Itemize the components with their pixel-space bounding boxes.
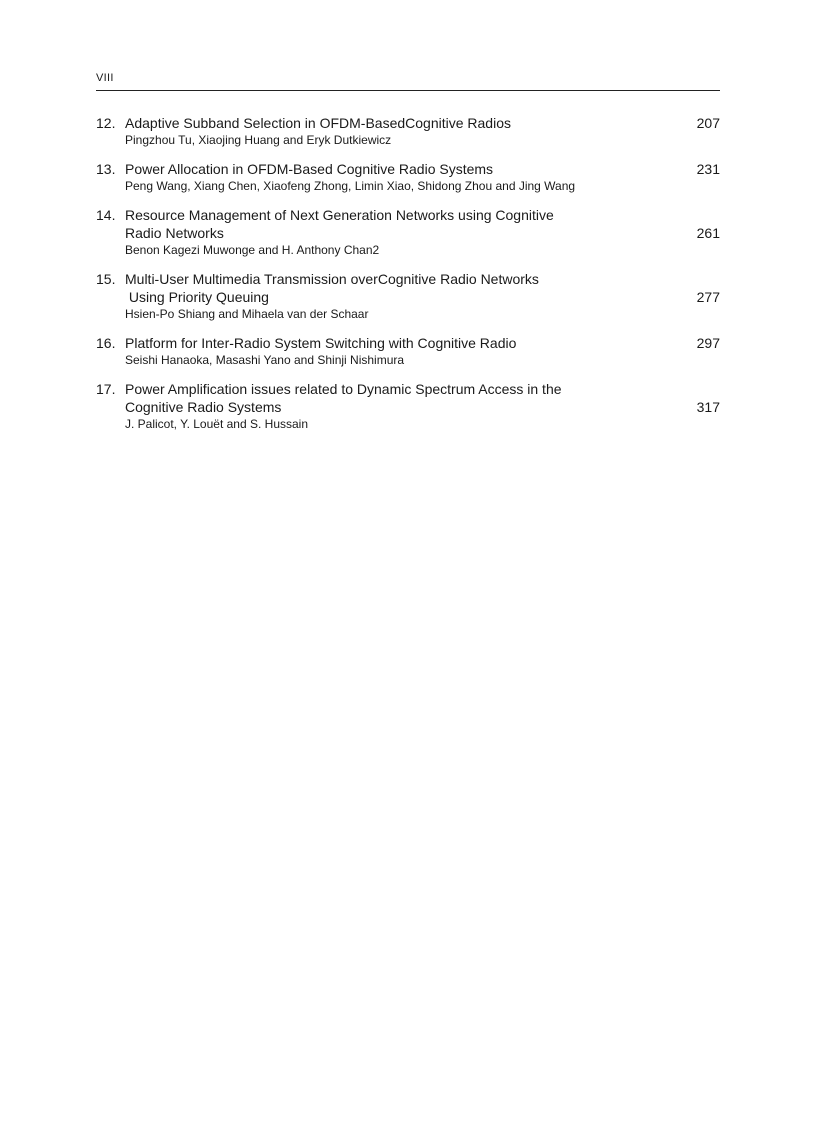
toc-entry-15[interactable] — [96, 270, 720, 323]
running-header — [96, 71, 720, 91]
chapter-page-number: 231 — [696, 161, 720, 177]
chapter-title-line-2: Cognitive Radio Systems — [125, 399, 282, 415]
chapter-title-line-1: Multi-User Multimedia Transmission overCognitive Radio Networks — [125, 271, 539, 287]
chapter-number: 14. — [96, 207, 116, 223]
chapter-number: 13. — [96, 161, 116, 177]
page-number: VIII — [96, 72, 114, 84]
chapter-page-number: 277 — [696, 289, 720, 305]
chapter-authors: Benon Kagezi Muwonge and H. Anthony Chan2 — [125, 243, 380, 257]
chapter-page-number: 261 — [696, 225, 720, 241]
chapter-authors: Pingzhou Tu, Xiaojing Huang and Eryk Dutkiewicz — [125, 133, 392, 147]
chapter-title-line-2: Using Priority Queuing — [125, 289, 269, 305]
chapter-page-number: 317 — [696, 399, 720, 415]
toc-entry-14[interactable] — [96, 206, 720, 259]
chapter-authors: Peng Wang, Xiang Chen, Xiaofeng Zhong, Limin Xiao, Shidong Zhou and Jing Wang — [125, 179, 576, 193]
toc-entry-12[interactable] — [96, 114, 720, 149]
table-of-contents — [96, 114, 720, 444]
chapter-title-line-2: Radio Networks — [125, 225, 224, 241]
chapter-title: Power Allocation in OFDM-Based Cognitive Radio Systems — [125, 161, 494, 177]
chapter-authors: Seishi Hanaoka, Masashi Yano and Shinji Nishimura — [125, 353, 405, 367]
toc-entry-17[interactable] — [96, 380, 720, 433]
chapter-number: 12. — [96, 115, 116, 131]
chapter-page-number: 207 — [696, 115, 720, 131]
chapter-authors: Hsien-Po Shiang and Mihaela van der Schaar — [125, 307, 369, 321]
toc-entry-16[interactable] — [96, 334, 720, 369]
chapter-page-number: 297 — [696, 335, 720, 351]
chapter-title: Platform for Inter-Radio System Switching with Cognitive Radio — [125, 335, 517, 351]
chapter-title-line-1: Power Amplification issues related to Dynamic Spectrum Access in the — [125, 381, 562, 397]
toc-entry-13[interactable] — [96, 160, 720, 195]
chapter-number: 17. — [96, 381, 116, 397]
chapter-number: 16. — [96, 335, 116, 351]
chapter-title-line-1: Resource Management of Next Generation Networks using Cognitive — [125, 207, 554, 223]
chapter-title: Adaptive Subband Selection in OFDM-BasedCognitive Radios — [125, 115, 511, 131]
chapter-number: 15. — [96, 271, 116, 287]
chapter-authors: J. Palicot, Y. Louët and S. Hussain — [125, 417, 309, 431]
